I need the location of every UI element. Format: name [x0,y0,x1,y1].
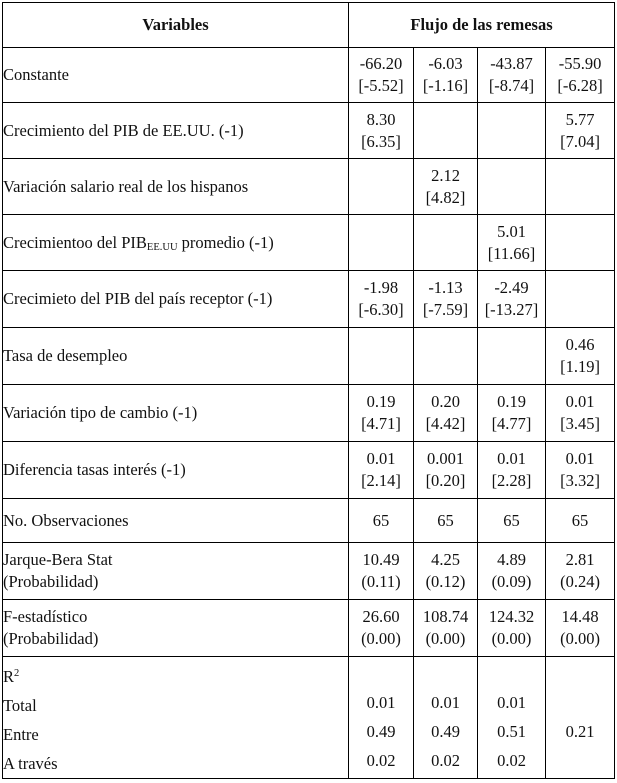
r2-sublabel: Total [3,696,37,715]
label-subscript: EE.UU [146,241,178,253]
value-cell [349,215,414,271]
value-cell [414,159,478,215]
variable-label: Diferencia tasas interés (-1) [3,442,349,499]
label-text: Crecimientoo del PIB [3,232,147,252]
variable-label [3,600,349,657]
coefficient-value: 5.77 [565,109,595,129]
r2-value-cell [349,657,414,779]
value-cell [414,271,478,328]
value-cell [349,48,414,103]
statistic-value: [11.66] [487,243,536,263]
r2-value: 0.02 [366,751,396,770]
coefficient-value: -1.98 [363,278,399,297]
value-cell [478,103,546,159]
table-row [3,159,615,215]
flow-header: Flujo de las remesas [349,3,615,48]
variable-label: No. Observaciones [3,499,349,543]
header-row [3,3,615,48]
statistic-value: [7.04] [560,131,600,151]
coefficient-value: 14.48 [561,607,599,626]
value-cell [414,48,478,103]
value-cell [478,543,546,600]
r2-value-cell [546,657,615,779]
table-row [3,271,615,328]
value-cell [546,271,615,328]
r2-sublabel: A través [3,754,58,773]
table-row [3,385,615,442]
coefficient-value: 5.01 [497,221,526,241]
statistic-value: [3.45] [560,414,600,433]
variable-label [3,543,349,600]
coefficient-value: 0.01 [366,449,396,468]
r2-symbol: R [3,667,15,686]
coefficient-value: 4.89 [497,550,526,569]
value-cell [414,543,478,600]
value-cell [478,328,546,385]
value-cell [414,442,478,499]
value-cell [478,600,546,657]
label-text: Jarque-Bera Stat [3,550,113,569]
statistic-value: [-6.28] [557,76,603,95]
r2-superscript: 2 [14,668,20,679]
statistic-value: (0.11) [361,572,401,591]
value-cell [478,442,546,499]
statistic-value: [-6.30] [358,300,404,319]
r2-value: 0.01 [431,693,460,712]
statistic-value: (0.09) [491,572,532,591]
r2-value: 0.01 [497,693,526,712]
statistic-value: (0.00) [560,629,600,648]
table-row [3,103,615,159]
statistic-value: (0.00) [425,629,466,648]
statistic-value: [4.82] [425,187,466,207]
value-cell [349,159,414,215]
value-cell [414,499,478,543]
coefficient-value: 26.60 [362,607,400,626]
r2-value: 0.49 [366,722,396,741]
value-cell [414,215,478,271]
label-text: promedio (-1) [177,232,274,252]
coefficient-value: -43.87 [490,54,533,73]
coefficient-value: 0.46 [565,335,595,354]
coefficient-value: 2.81 [565,550,595,569]
statistic-value: [-13.27] [484,300,539,319]
coefficient-value: 0.001 [426,449,465,468]
table-row [3,499,615,543]
value-cell [414,103,478,159]
r2-value: 0.02 [431,751,460,770]
statistic-value: [-1.16] [422,76,469,95]
coefficient-value: 0.19 [366,392,396,411]
coefficient-value: 65 [571,510,589,530]
r2-value [546,688,614,717]
value-cell [478,159,546,215]
r2-value-cell [414,657,478,779]
statistic-value: [-7.59] [422,300,469,319]
label-text: (Probabilidad) [3,572,99,591]
coefficient-value: 4.25 [431,550,460,569]
coefficient-value: -6.03 [428,54,463,73]
statistic-value: [-5.52] [358,76,404,95]
table-row [3,328,615,385]
value-cell [349,543,414,600]
coefficient-value: 124.32 [488,607,535,626]
statistic-value: (0.00) [361,629,401,648]
value-cell [546,215,615,271]
value-cell [478,215,546,271]
value-cell [349,442,414,499]
r2-value: 0.49 [431,722,460,741]
value-cell [546,48,615,103]
r2-value: 0.21 [565,722,595,741]
value-cell [478,385,546,442]
label-text: (Probabilidad) [3,629,99,648]
statistic-value: (0.24) [560,572,600,591]
variable-label: Tasa de desempleo [3,328,349,385]
coefficient-value: -2.49 [494,278,529,297]
coefficient-value: 65 [437,510,454,530]
value-cell [414,600,478,657]
coefficient-value: -1.13 [428,278,463,297]
value-cell [478,499,546,543]
statistic-value: [4.71] [361,414,401,433]
value-cell [478,271,546,328]
table-row [3,48,615,103]
statistic-value: [4.42] [425,414,466,433]
statistic-value: [1.19] [560,357,600,376]
value-cell [349,328,414,385]
variable-label: Crecimieto del PIB del país receptor (-1) [3,271,349,328]
r2-value: 0.01 [366,693,396,712]
coefficient-value: 8.30 [366,109,396,129]
value-cell [478,48,546,103]
coefficient-value: 108.74 [422,607,469,626]
variable-label: Variación salario real de los hispanos [3,159,349,215]
value-cell [349,271,414,328]
statistic-value: [6.35] [361,131,401,151]
value-cell [349,600,414,657]
coefficient-value: 0.19 [497,392,526,411]
coefficient-value: 0.20 [431,392,460,411]
value-cell [546,159,615,215]
coefficient-value: -55.90 [558,54,602,73]
table-row [3,543,615,600]
coefficient-value: 0.01 [565,392,595,411]
coefficient-value: -66.20 [359,54,403,73]
regression-table [2,2,615,779]
statistic-value: [0.20] [425,471,466,490]
statistic-value: [-8.74] [488,76,535,95]
variable-label: Crecimiento del PIB de EE.UU. (-1) [3,103,349,159]
value-cell [546,442,615,499]
coefficient-value: 0.01 [497,449,526,468]
r2-value [546,746,614,775]
value-cell [349,499,414,543]
variable-label [3,215,349,271]
coefficient-value: 2.12 [431,165,460,185]
statistic-value: [2.14] [361,471,401,490]
value-cell [546,385,615,442]
statistic-value: [2.28] [491,471,532,490]
coefficient-value: 65 [372,510,390,530]
value-cell [414,328,478,385]
value-cell [546,328,615,385]
r2-row [3,657,615,779]
r2-value: 0.02 [497,751,526,770]
variables-header: Variables [3,3,349,48]
statistic-value: (0.00) [491,629,532,648]
variable-label: Variación tipo de cambio (-1) [3,385,349,442]
value-cell [414,385,478,442]
r2-label-cell [3,657,349,779]
statistic-value: [4.77] [491,414,532,433]
value-cell [546,543,615,600]
coefficient-value: 0.01 [565,449,595,468]
value-cell [349,103,414,159]
coefficient-value: 10.49 [362,550,400,569]
label-text: F-estadístico [3,607,88,626]
variable-label: Constante [3,48,349,103]
table-row [3,600,615,657]
statistic-value: (0.12) [425,572,466,591]
value-cell [349,385,414,442]
table-row [3,215,615,271]
r2-sublabel: Entre [3,725,39,744]
r2-value-cell [478,657,546,779]
r2-value: 0.51 [497,722,526,741]
value-cell [546,600,615,657]
coefficient-value: 65 [503,510,520,530]
statistic-value: [3.32] [560,471,600,490]
table-row [3,442,615,499]
value-cell [546,103,615,159]
r2-heading [3,659,348,691]
value-cell [546,499,615,543]
